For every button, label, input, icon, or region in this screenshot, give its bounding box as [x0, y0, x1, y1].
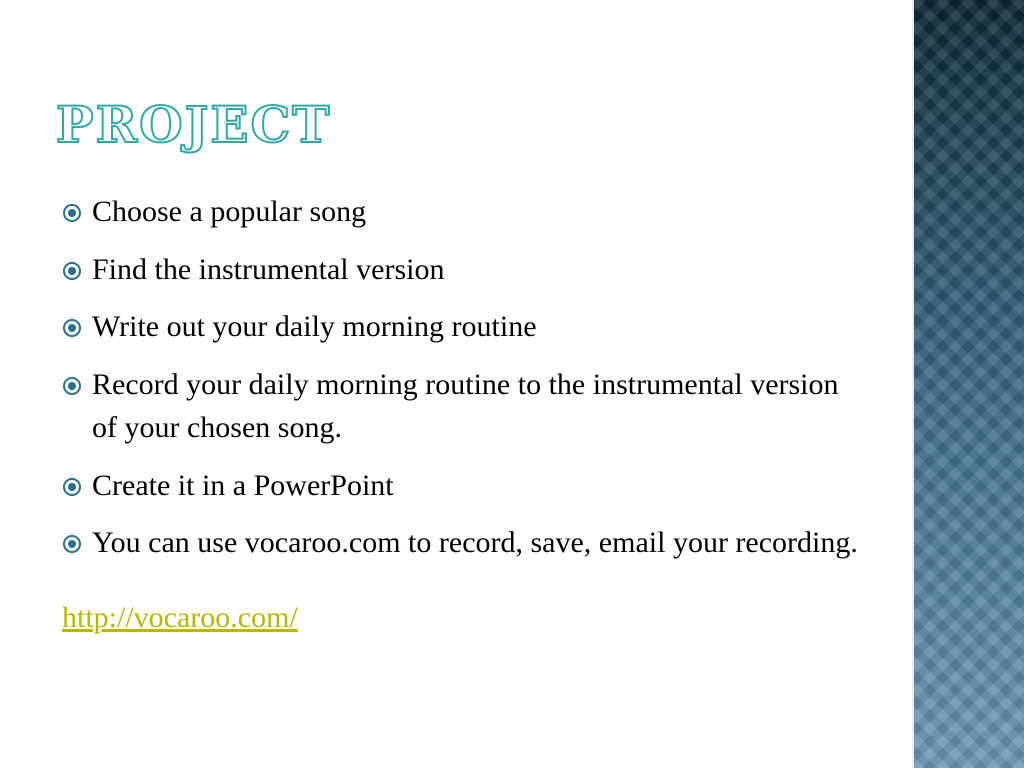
bullet-item	[62, 305, 862, 349]
bullet-text: Find the instrumental version	[92, 252, 445, 286]
bullet-item	[62, 248, 862, 292]
target-bullet-icon	[62, 477, 82, 497]
bullet-text: You can use vocaroo.com to record, save, email your recording.	[92, 526, 858, 559]
bullet-text: Create it in a PowerPoint	[92, 468, 394, 502]
target-bullet-icon	[62, 318, 82, 338]
bullet-text: Choose a popular song	[92, 195, 367, 228]
slide-title: PROJECT	[56, 95, 332, 154]
bullet-item	[62, 190, 862, 234]
bullet-text: Write out your daily morning routine	[92, 310, 537, 343]
side-panel-divider	[912, 0, 914, 768]
vocaroo-link[interactable]: http://vocaroo.com/	[62, 601, 298, 634]
target-bullet-icon	[62, 534, 82, 554]
bullet-item	[62, 521, 862, 565]
bullet-list	[62, 190, 862, 579]
bullet-item	[62, 464, 862, 508]
target-bullet-icon	[62, 203, 82, 223]
decorative-side-panel	[912, 0, 1024, 768]
target-bullet-icon	[62, 376, 82, 396]
target-bullet-icon	[62, 261, 82, 281]
bullet-item	[62, 363, 862, 450]
bullet-text: Record your daily morning routine to the instrumental version of your chosen song.	[92, 367, 839, 444]
